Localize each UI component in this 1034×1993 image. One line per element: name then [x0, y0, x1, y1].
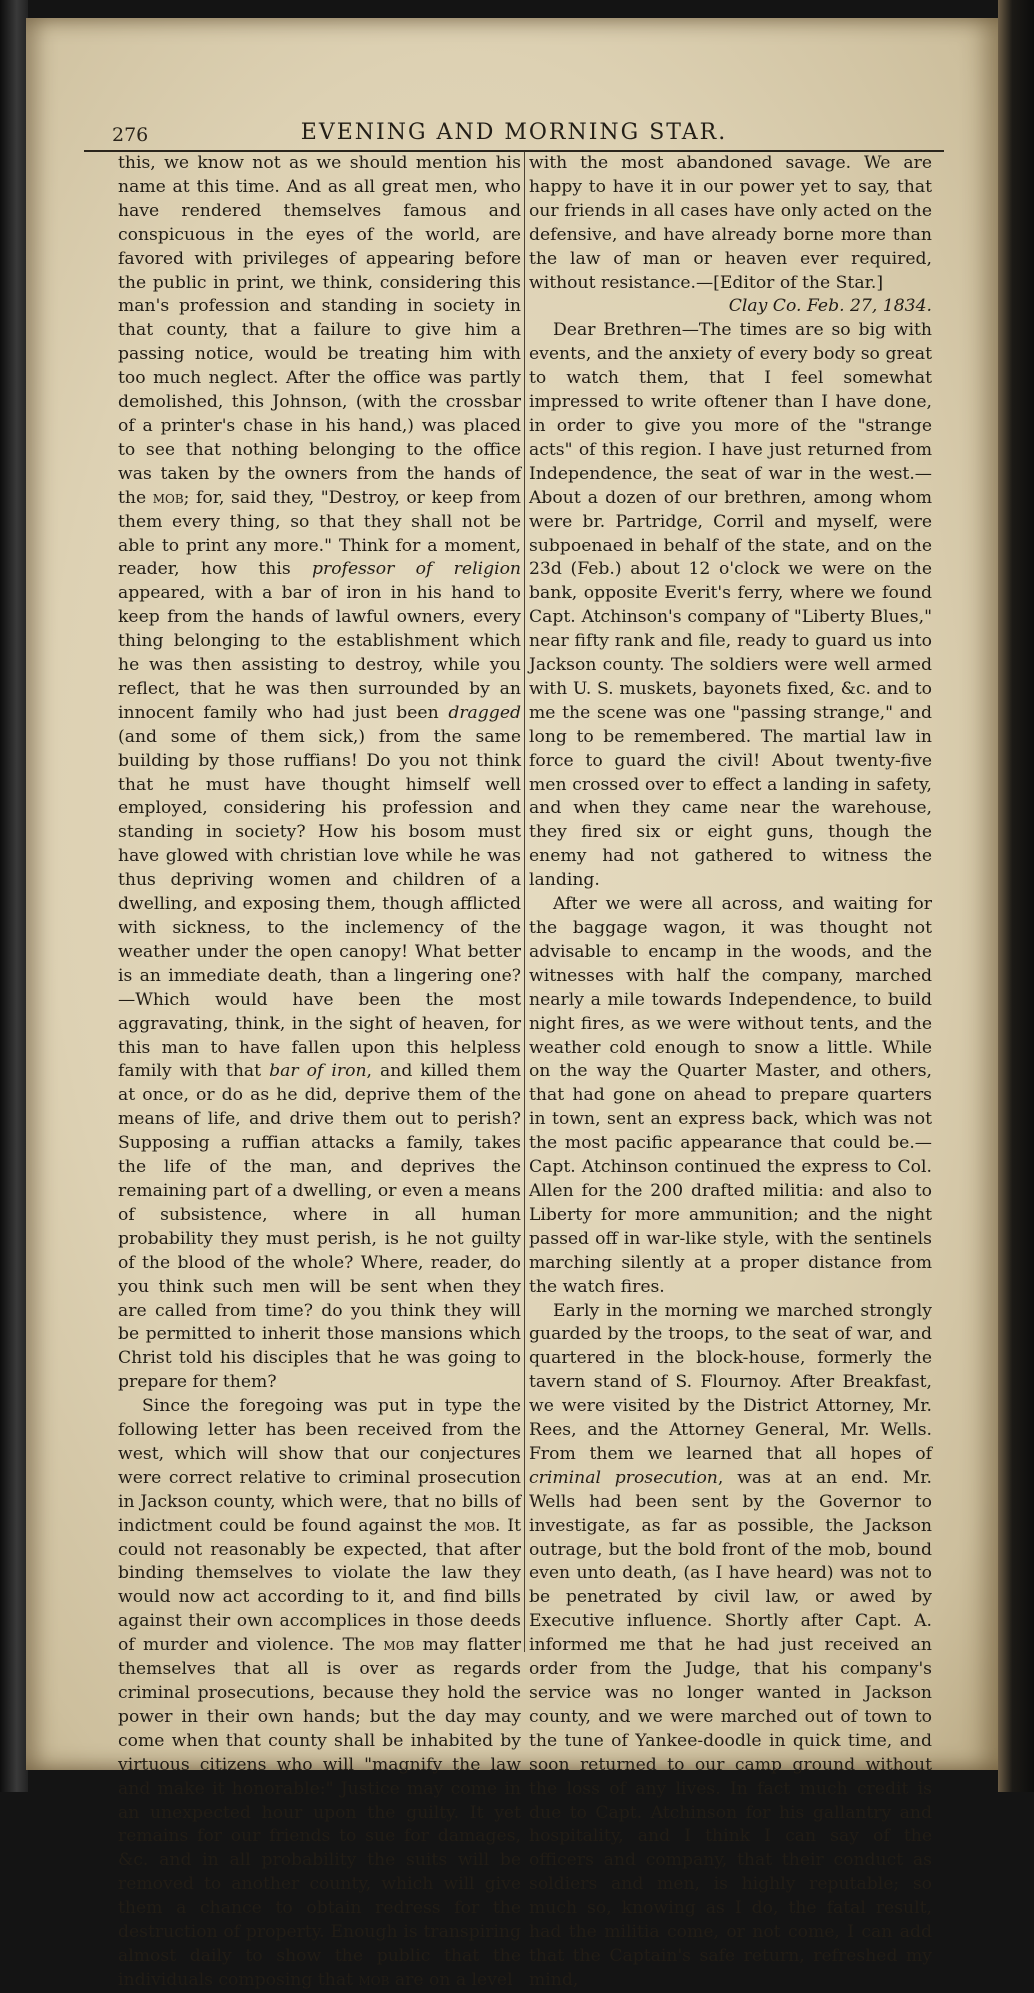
small-caps-mob: mob [152, 487, 184, 508]
right-column [529, 152, 932, 1990]
letter-paragraph: After we were all across, and waiting for the baggage wagon, it was thought not advisable to encamp in the woods, and the witnesses with half the company, marched nearly a mile towards Independence, to build night fires, as we were without tents, and the weather cold enough to snow a little. While on the way the Quarter Master, and others, that had gone on ahead to prepare quarters in town, sent an express back, which was not the most pacific appearance that could be.—Capt. Atchinson continued the express to Col. Allen for the 200 drafted militia: and also to Liberty for more ammunition; and the night passed off in war-like style, with the sentinels marching silently at a proper distance from the watch fires. [529, 894, 932, 1297]
small-caps-mob: mob [383, 1635, 415, 1656]
column-rule [524, 152, 525, 1652]
text-run: (and some of them sick,) from the same building by those ruffians! Do you not think that he must have thought himself well employed, considering his profession and standing in society? How his bosom must have glowed with christian love while he was thus depriving women and children of a dwelling, and exposing them, though afflicted with sickness, to the inclemency of the weather under the open canopy! What better is an immediate death, than a lingering one?—Which would have been the most aggravating, think, in the sight of heaven, for this man to have fallen upon this helpless family with that [118, 726, 521, 1082]
italic-phrase: bar of iron [269, 1061, 367, 1082]
text-run: may flatter themselves that all is over as regards criminal prosecutions, because they hold the power in their own hands; but the day may come when that county shall be inhabited by virtuous citizens who will "magnify the law and make it honorable:" Justice may come in an unexpected hour upon the guilty. It yet remains for our friends to sue for damages, &c. and in all probability the suits will be removed to another county, which will give them a chance to obtain redress for the destruction of property. Enough is transpiring almost daily to show the public that the individuals composing that [118, 1635, 521, 1990]
text-run: Early in the morning we marched strongly guarded by the troops, to the seat of war, and quartered in the block-house, formerly the tavern stand of S. Flournoy. After Breakfast, we were visited by the District Attorney, Mr. Rees, and the Attorney General, Mr. Wells. From them we learned that all hopes of [529, 1300, 932, 1464]
binding-spine [0, 0, 28, 1792]
text-run: appeared, with a bar of iron in his hand to keep from the hands of lawful owners, every thing belonging to the establishment which he was then assisting to destroy, while you reflect, that he was then surrounded by an innocent family who had just been [118, 583, 521, 723]
article-paragraph: with the most abandoned savage. We are happy to have it in our power yet to say, that our friends in all cases have only acted on the defensive, and have already borne more than the law of man or heaven ever required, without resistance.—[Editor of the Star.] [529, 153, 932, 293]
paper-title: EVENING AND MORNING STAR. [300, 120, 728, 145]
text-run: Since the foregoing was put in type the following letter has been received from the west, which will show that our conjectures were correct relative to criminal prosecution in Jackson county, which were, that no bills of indictment could be found against the [118, 1396, 521, 1536]
page-header [84, 120, 944, 152]
letter-paragraph: Dear Brethren—The times are so big with events, and the anxiety of every body so great to watch them, that I feel somewhat impressed to write oftener than I have done, in order to give you more of the "strange acts" of this region. I have just returned from Independence, the seat of war in the west.—About a dozen of our brethren, among whom were br. Partridge, Corril and myself, were subpoenaed in behalf of the state, and on the 23d (Feb.) about 12 o'clock we were on the bank, opposite Everit's ferry, where we found Capt. Atchinson's company of "Liberty Blues," near fifty rank and file, ready to guard us into Jackson county. The soldiers were well armed with U. S. muskets, bayonets fixed, &c. and to me the scene was one "passing strange," and long to be remembered. The martial law in force to guard the civil! About twenty-five men crossed over to effect a landing in safety, and when they came near the warehouse, they fired six or eight guns, though the enemy had not gathered to witness the landing. [529, 320, 932, 891]
text-run: , was at an end. Mr. Wells had been sent by the Governor to investigate, as far as possible, the Jackson outrage, but the bold front of the mob, bound even unto death, (as I have heard) was not to be penetrated by civil law, or awed by Executive influence. Shortly after Capt. A. informed me that he had just received an order from the Judge, that his company's service was no longer wanted in Jackson county, and we were marched out of town to the tune of Yankee-doodle in quick time, and soon returned to our camp ground without the loss of any lives. In fact much credit is due to Capt. Atchinson for his gallantry and hospitality, and I think I can say of the officers and company, that their conduct as soldiers and men, is highly reputable; so much so, knowing as I do, the fatal result, had the militia come, or not come, I can add that the Captain's safe return, refreshed my mind, [529, 1467, 932, 1990]
article-paragraph [118, 1395, 521, 1993]
italic-phrase: professor of religion [312, 559, 521, 580]
text-run: , and killed them at once, or do as he did, deprive them of the means of life, and drive them out to perish? Supposing a ruffian attacks a family, takes the life of the man, and deprives the remaining part of a dwelling, or even a means of subsistence, where in all human probability they must perish, is he not guilty of the blood of the whole? Where, reader, do you think such men will be sent when they are called from time? do you think they will be permitted to inherit those mansions which Christ told his disciples that he was going to prepare for them? [118, 1061, 521, 1393]
text-run: are on a level [389, 1969, 513, 1990]
letter-dateline: Clay Co. Feb. 27, 1834. [728, 296, 932, 317]
text-run: . It could not reasonably be expected, that after binding themselves to violate the law they would now act according to it, and find bills against their own accomplices in those deeds of murder and violence. The [118, 1515, 521, 1656]
text-run: ; for, said they, "Destroy, or keep from them every thing, so that they shall not be able to print any more." Think for a moment, reader, how this [118, 487, 521, 580]
small-caps-mob: mob [358, 1969, 390, 1990]
article-paragraph [118, 152, 521, 1395]
left-column [118, 152, 521, 1990]
book-gutter [998, 0, 1034, 1792]
small-caps-mob: mob [463, 1515, 495, 1536]
italic-phrase: criminal prosecution [529, 1467, 718, 1488]
italic-phrase: dragged [448, 702, 521, 723]
letter-paragraph [529, 1300, 932, 1993]
text-run: this, we know not as we should mention his name at this time. And as all great men, who have rendered themselves famous and conspicuous in the eyes of the world, are favored with privileges of appearing before the public in print, we think, considering this man's profession and standing in society in that county, that a failure to give him a passing notice, would be treating him with too much neglect. After the office was partly demolished, this Johnson, (with the crossbar of a printer's chase in his hand,) was placed to see that nothing belonging to the office was taken by the owners from the hands of the [118, 153, 521, 508]
page-number: 276 [112, 124, 149, 146]
